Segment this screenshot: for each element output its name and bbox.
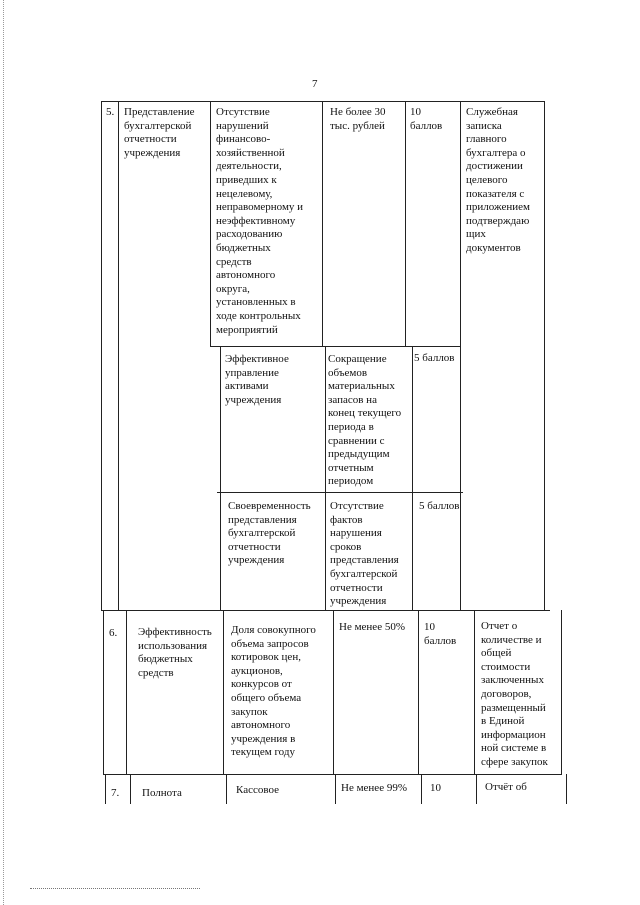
row-6-bottom-border (103, 774, 562, 775)
report-document: Отчет о количестве и общей стоимости заключенных договоров, размещенный в Единой информацион ной системе в сфере закупок (481, 620, 548, 768)
indicator-name: Эффективность использования бюджетных средств (138, 626, 212, 679)
criterion-text: Своевременность представления бухгалтерской отчетности учреждения (228, 500, 311, 567)
row-5-left-border (101, 101, 102, 610)
target-value: Не более 30 тыс. рублей (330, 106, 386, 132)
subrow-separator (210, 346, 460, 347)
row-7-criterion-divider (335, 774, 336, 804)
page-left-edge (3, 0, 4, 905)
row-5-target-divider (412, 346, 413, 610)
row-6-left-border (103, 610, 104, 774)
row-7-target-divider (421, 774, 422, 804)
report-document: Отчёт об (485, 781, 527, 793)
points-value: 5 баллов (419, 500, 460, 512)
indicator-name: Полнота (142, 787, 182, 799)
row-6-right-border (561, 610, 562, 774)
row-5-points-divider (460, 101, 461, 610)
points-value: 10 баллов (424, 621, 457, 647)
subrow-separator (217, 492, 463, 493)
row-5-name-divider (220, 346, 221, 610)
row-5-criterion-divider (322, 101, 323, 346)
row-7-name-divider (226, 774, 227, 804)
row-6-points-divider (474, 610, 475, 774)
page-number: 7 (312, 78, 318, 90)
row-number: 7. (111, 787, 120, 799)
row-number: 5. (106, 106, 115, 118)
target-value: Не менее 50% (339, 621, 405, 633)
row-7-right-border (566, 774, 567, 804)
points-value: 10 (430, 782, 441, 794)
row-5-target-divider (405, 101, 406, 346)
criterion-text: Эффективное управление активами учреждения (225, 353, 289, 406)
row-number: 6. (109, 627, 118, 639)
points-value: 10 баллов (410, 106, 443, 132)
target-value: Сокращение объемов материальных запасов на конец текущего периода в сравнении с предыдущим отчетным периодом (328, 353, 402, 488)
report-document: Служебная записка главного бухгалтера о достижении целевого показателя с приложением подтверждаю щих документов (466, 106, 530, 254)
criterion-text: Отсутствие нарушений финансово- хозяйственной деятельности, приведших к нецелевому, неправомерному и неэффективному расходованию бюджетных средств автономного округа, установленных в ходе контрольных мероприятий (216, 106, 304, 336)
target-value: Не менее 99% (341, 782, 407, 794)
row-5-bottom-border (101, 610, 550, 611)
scan-artifact-line (30, 888, 200, 889)
criterion-text: Доля совокупного объема запросов котировок цен, аукционов, конкурсов от общего объема закупок автономного учреждения в текущем году (231, 624, 316, 759)
points-value: 5 баллов (414, 352, 455, 364)
row-7-num-divider (130, 774, 131, 804)
row-5-criterion-divider (325, 346, 326, 610)
target-value: Отсутствие фактов нарушения сроков представления бухгалтерской отчетности учреждения (330, 500, 399, 608)
indicator-name: Представление бухгалтерской отчетности учреждения (124, 106, 195, 159)
criterion-text: Кассовое (236, 784, 279, 796)
row-6-name-divider (223, 610, 224, 774)
row-7-left-border (105, 774, 106, 804)
row-5-right-border (544, 101, 545, 610)
row-6-target-divider (418, 610, 419, 774)
row-5-name-divider (210, 101, 211, 346)
row-5-num-divider (118, 101, 119, 610)
row-6-num-divider (126, 610, 127, 774)
row-7-points-divider (476, 774, 477, 804)
row-6-criterion-divider (333, 610, 334, 774)
